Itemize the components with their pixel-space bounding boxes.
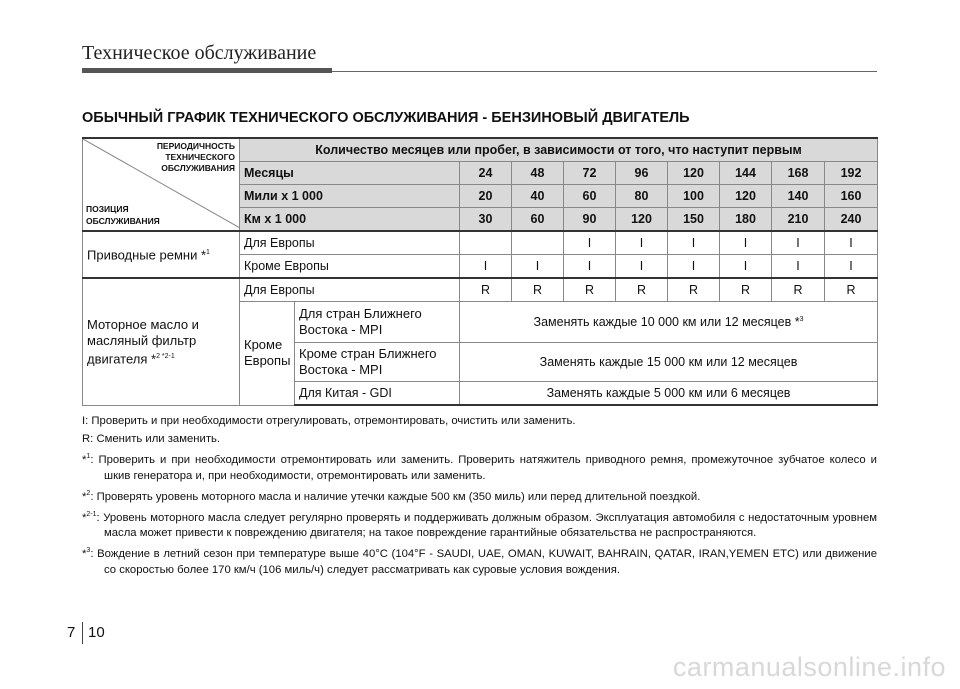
belts-europe-value: I [772, 231, 825, 255]
oil-europe-value: R [825, 278, 878, 302]
months-value: 192 [825, 162, 878, 185]
km-label: Км x 1 000 [240, 208, 460, 232]
header-title: Техническое обслуживание [82, 42, 317, 64]
km-value: 210 [772, 208, 825, 232]
km-value: 120 [616, 208, 668, 232]
months-value: 96 [616, 162, 668, 185]
belts-europe-value: I [564, 231, 616, 255]
oil-europe-value: R [720, 278, 772, 302]
oil-europe-value: R [616, 278, 668, 302]
months-value: 24 [460, 162, 512, 185]
engine-oil-label: Моторное масло и масляный фильтр двигателя *$^{2 *2-1}$ [83, 278, 240, 405]
belts-europe-value: I [720, 231, 772, 255]
belts-other-value: I [616, 255, 668, 279]
km-value: 180 [720, 208, 772, 232]
miles-value: 20 [460, 185, 512, 208]
oil-non-europe-label: Кроме Европы [240, 302, 295, 406]
belts-europe-value: I [825, 231, 878, 255]
oil-europe-value: R [564, 278, 616, 302]
footnote: I: Проверить и при необходимости отрегулировать, отремонтировать, очистить или заменить. [82, 415, 576, 427]
belts-europe-row [83, 231, 878, 255]
oil-middle-east-label: Для стран Ближнего Востока - MPI [295, 302, 460, 343]
oil-europe-row [83, 278, 878, 302]
drive-belts-label: Приводные ремни *$^1$ [83, 231, 240, 278]
footnote: *$^2$: Проверять уровень моторного масла и наличие утечки каждые 500 км (350 миль) или перед длительной поездкой. [82, 489, 701, 503]
interval-header: Количество месяцев или пробег, в зависимости от того, что наступит первым [240, 138, 878, 162]
belts-other-value: I [564, 255, 616, 279]
months-value: 168 [772, 162, 825, 185]
km-value: 30 [460, 208, 512, 232]
belts-other-value: I [772, 255, 825, 279]
section-title: ОБЫЧНЫЙ ГРАФИК ТЕХНИЧЕСКОГО ОБСЛУЖИВАНИЯ - БЕНЗИНОВЫЙ ДВИГАТЕЛЬ [82, 110, 690, 126]
footnote: R: Сменить или заменить. [82, 433, 221, 445]
months-value: 120 [668, 162, 720, 185]
oil-europe-value: R [668, 278, 720, 302]
watermark: carmanualsonline.info [672, 652, 946, 682]
belts-other-value: I [512, 255, 564, 279]
miles-label: Мили x 1 000 [240, 185, 460, 208]
belts-europe-value [512, 231, 564, 255]
months-value: 48 [512, 162, 564, 185]
footnote: *$^{2-1}$: Уровень моторного масла следует регулярно проверять и поддерживать должным образом. Эксплуатация автомобиля с недостаточным уровнем масла может привести к повреждению двигателя; на такое повреждение гарантийные обязательства не распространяются. [82, 510, 877, 540]
oil-china-value: Заменять каждые 5 000 км или 6 месяцев [460, 382, 878, 406]
corner-period-label: ПЕРИОДИЧНОСТЬ ТЕХНИЧЕСКОГО ОБСЛУЖИВАНИЯ [156, 141, 235, 173]
oil-non-middle-east-label: Кроме стран Ближнего Востока - MPI [295, 343, 460, 382]
months-label: Месяцы [240, 162, 460, 185]
miles-value: 100 [668, 185, 720, 208]
oil-europe-value: R [772, 278, 825, 302]
miles-value: 140 [772, 185, 825, 208]
km-value: 150 [668, 208, 720, 232]
footnotes [82, 413, 877, 580]
oil-middle-east-value: Заменять каждые 10 000 км или 12 месяцев *$^3$ [460, 302, 878, 343]
belts-other-value: I [460, 255, 512, 279]
oil-non-middle-east-value: Заменять каждые 15 000 км или 12 месяцев [460, 343, 878, 382]
header-bar [82, 68, 332, 73]
oil-europe-value: R [460, 278, 512, 302]
miles-value: 80 [616, 185, 668, 208]
miles-value: 120 [720, 185, 772, 208]
maintenance-schedule-table [82, 137, 878, 406]
page-number: 10 [88, 624, 105, 641]
table-corner-cell [83, 138, 240, 231]
belts-europe-label: Для Европы [240, 231, 460, 255]
oil-china-label: Для Китая - GDI [295, 382, 460, 406]
months-value: 144 [720, 162, 772, 185]
belts-europe-value: I [668, 231, 720, 255]
km-value: 240 [825, 208, 878, 232]
page-number-divider [82, 622, 83, 644]
header-rule [332, 71, 877, 72]
belts-other-value: I [825, 255, 878, 279]
footnote: *$^1$: Проверить и при необходимости отремонтировать или заменить. Проверить натяжитель приводного ремня, промежуточное зубчатое колесо и шкив генератора и, при необходимости, отремонтировать или заменить. [82, 453, 877, 482]
footnote: *$^3$: Вождение в летний сезон при температуре выше 40°С (104°F - SAUDI, UAE, OMAN, KUWAIT, BAHRAIN, QATAR, IRAN,YEMEN ETC) или движение со скоростью более 170 км/ч (106 миль/ч) следует рассматривать как суровые условия вождения. [82, 547, 877, 577]
oil-europe-value: R [512, 278, 564, 302]
km-value: 60 [512, 208, 564, 232]
section-number: 7 [67, 624, 76, 641]
miles-value: 160 [825, 185, 878, 208]
miles-value: 40 [512, 185, 564, 208]
miles-value: 60 [564, 185, 616, 208]
months-value: 72 [564, 162, 616, 185]
belts-other-value: I [668, 255, 720, 279]
oil-europe-label: Для Европы [240, 278, 460, 302]
belts-other-value: I [720, 255, 772, 279]
belts-other-label: Кроме Европы [240, 255, 460, 279]
km-value: 90 [564, 208, 616, 232]
belts-europe-value: I [616, 231, 668, 255]
belts-europe-value [460, 231, 512, 255]
corner-item-label: ПОЗИЦИЯ ОБСЛУЖИВАНИЯ [86, 204, 160, 226]
